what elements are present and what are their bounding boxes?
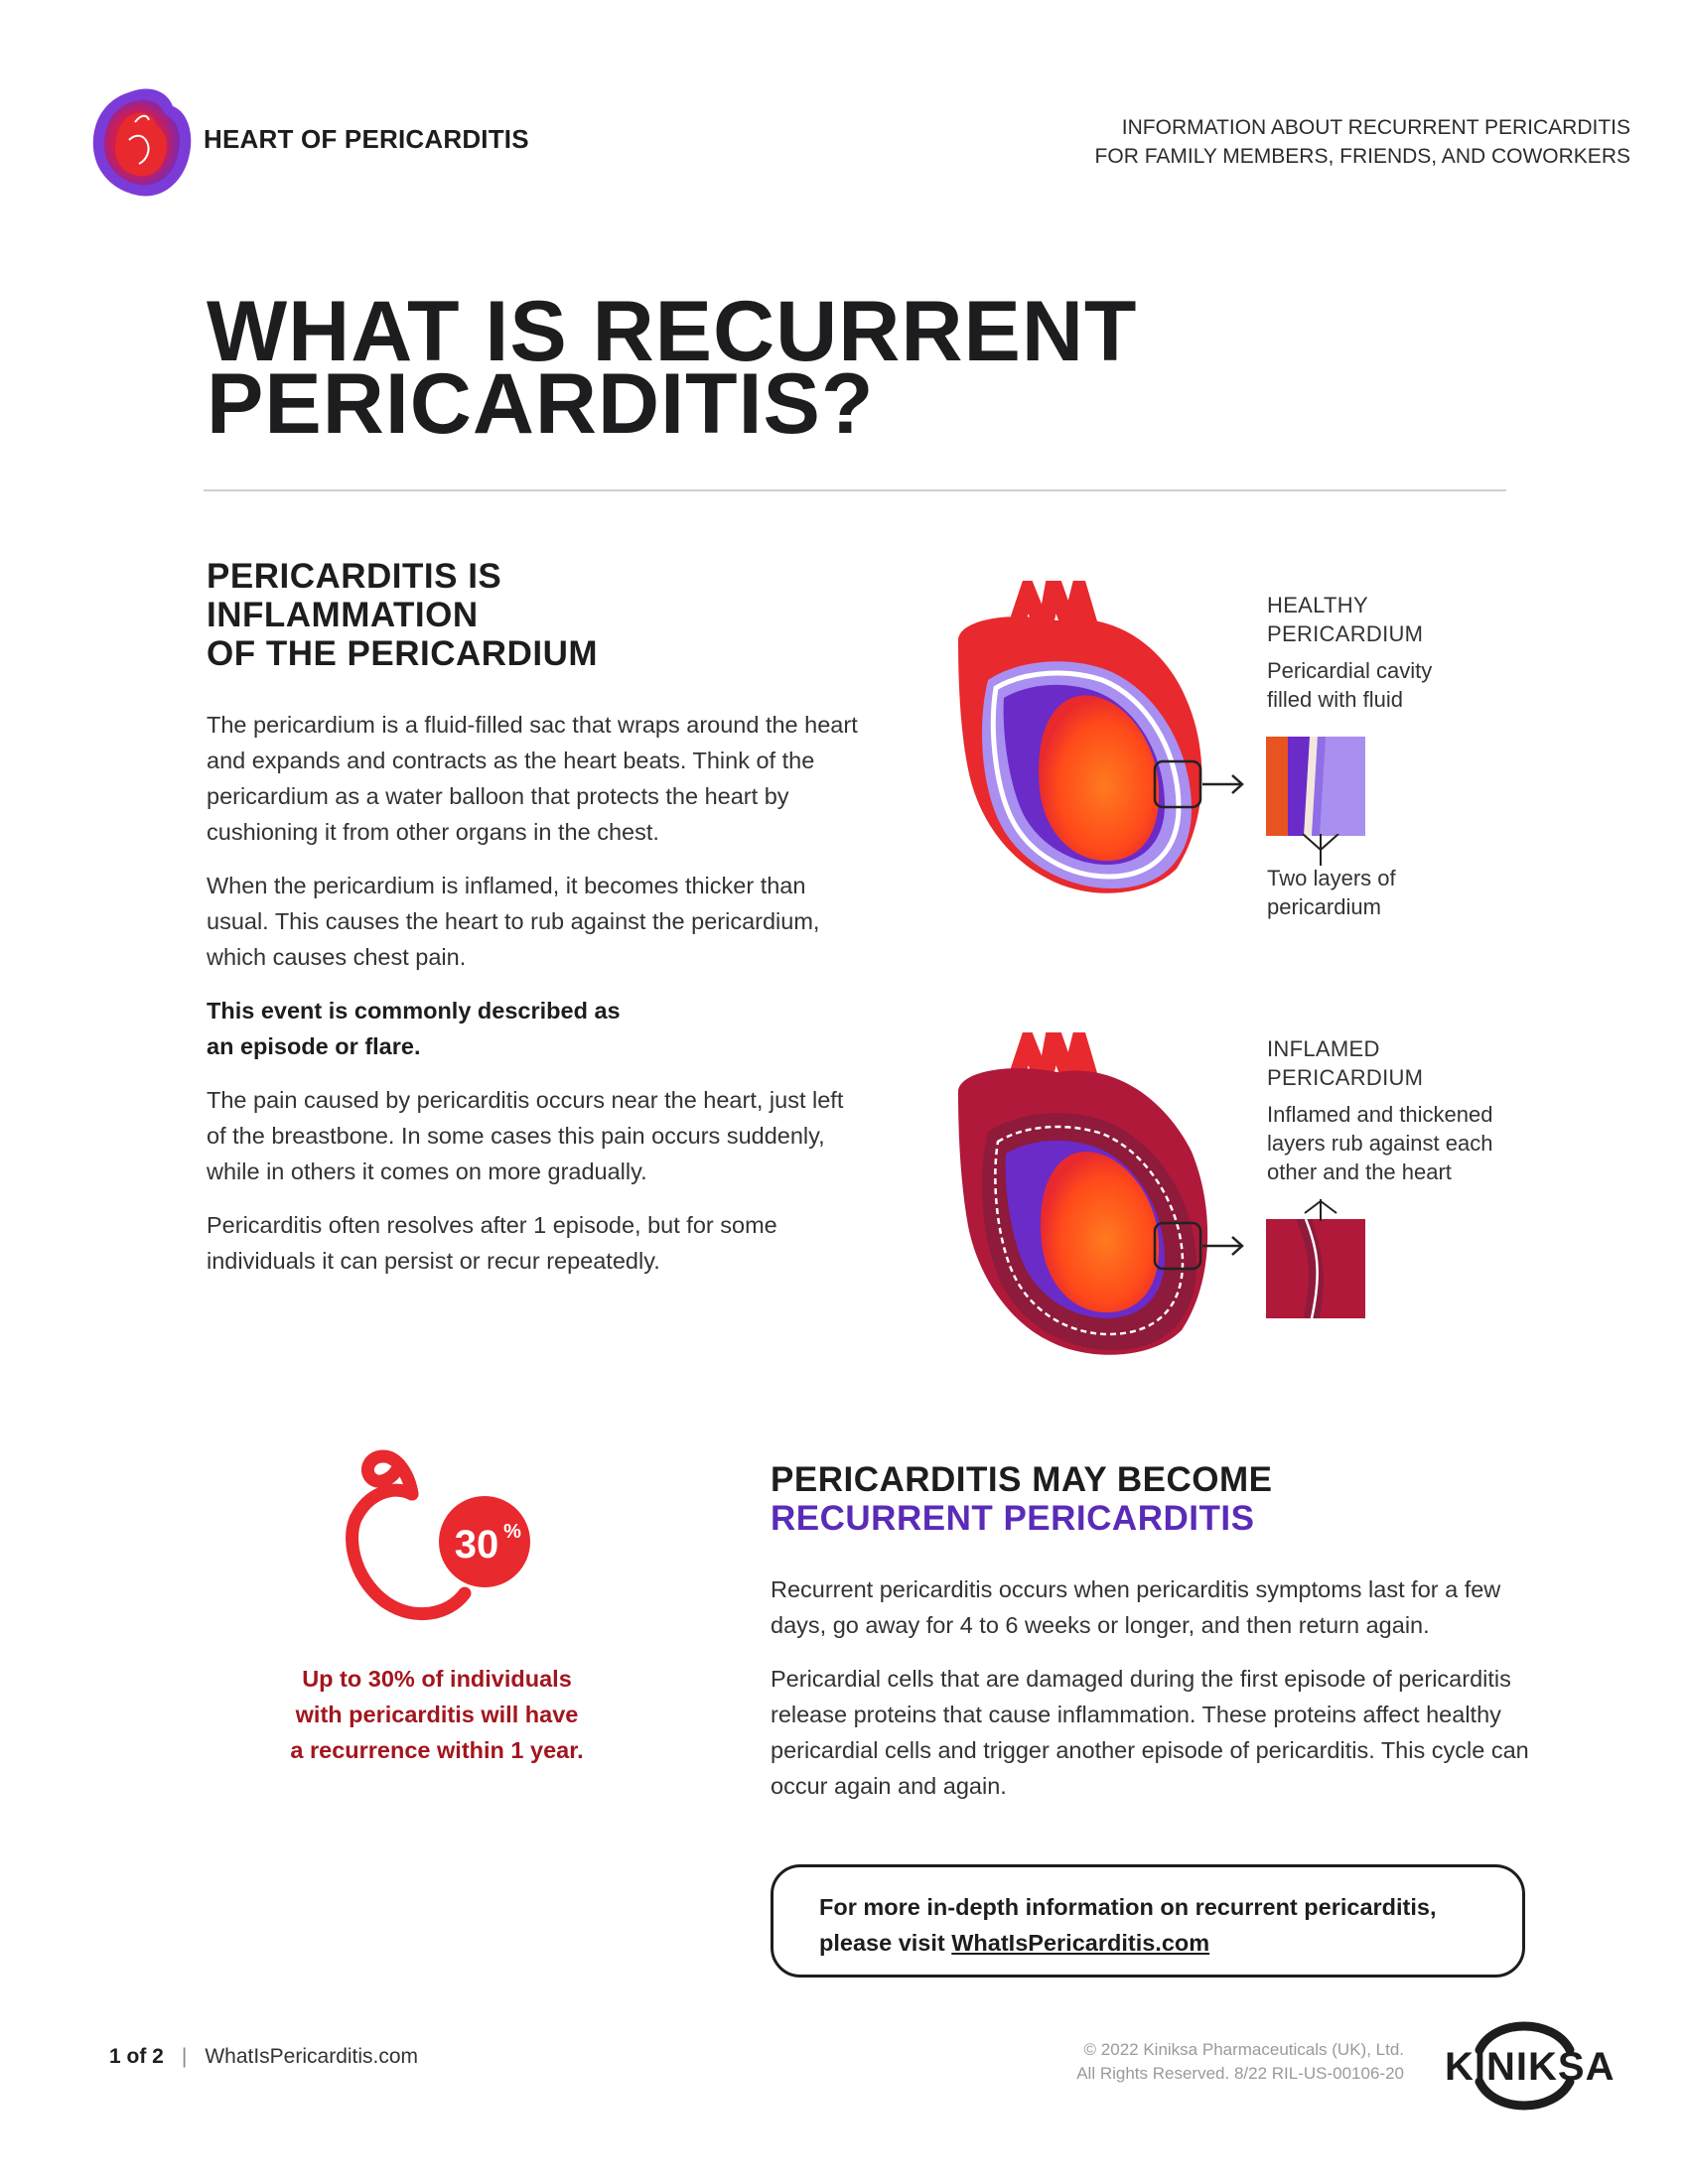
title-divider [204,489,1506,491]
section1-body [207,707,862,1297]
page-title-line-2: PERICARDITIS? [207,356,875,452]
section1-paragraph: The pericardium is a fluid-filled sac that wraps around the heart and expands and contracts as the heart beats. Think of the pericardium as a water balloon that protects the heart by cushioning it from other organs in the chest. [207,712,858,845]
section1-heading-line-2: INFLAMMATION [207,596,479,634]
inflamed-pericardium-label [1267,1034,1493,1186]
header-tagline [1095,113,1630,171]
section2-paragraph: Pericardial cells that are damaged during the first episode of pericarditis release proteins that cause inflammation. These proteins affect healthy pericardial cells and trigger another episode of pericarditis. This cycle can occur again and again. [771,1666,1529,1799]
tagline-line-2: FOR FAMILY MEMBERS, FRIENDS, AND COWORKERS [1094,145,1630,168]
footer-separator: | [181,2045,188,2068]
heart-logo-icon [89,84,195,204]
healthy-note-line-1: Two layers of [1267,866,1396,890]
healthy-note-line-2: pericardium [1267,894,1381,919]
copyright-line-1: © 2022 Kiniksa Pharmaceuticals (UK), Ltd. [1083,2040,1404,2059]
tagline-line-1: INFORMATION ABOUT RECURRENT PERICARDITIS [1121,116,1630,139]
inflamed-title-line-2: PERICARDIUM [1267,1065,1424,1090]
section2-body [771,1571,1555,1822]
brand-name: HEART OF PERICARDITIS [204,124,529,154]
pointer-line-icon [1301,1199,1340,1221]
stat-text-line-1: Up to 30% of individuals [302,1666,572,1692]
inflamed-desc-line-1: Inflamed and thickened [1267,1102,1493,1127]
stat-description [268,1661,606,1768]
cta-line-2 [819,1925,1477,1961]
section1-paragraph: Pericarditis often resolves after 1 episode, but for some individuals it can persist or recur repeatedly. [207,1212,777,1274]
stat-text-line-3: a recurrence within 1 year. [290,1737,584,1763]
section1-emphasis: This event is commonly described as an episode or flare. [207,998,621,1059]
healthy-pericardium-closeup [1266,737,1365,836]
pointer-line-icon [1301,834,1340,868]
stat-text-line-2: with pericarditis will have [295,1702,579,1727]
healthy-heart-illustration [948,581,1246,903]
cta-prefix: please visit [819,1930,952,1956]
recurrence-stat-graphic [338,1434,536,1623]
healthy-desc-line-2: filled with fluid [1267,687,1403,712]
page-title-line-1: WHAT IS RECURRENT [207,284,1138,379]
inflamed-desc-line-3: other and the heart [1267,1160,1452,1184]
section2-heading-line-1: PERICARDITIS MAY BECOME [771,1460,1273,1499]
page-title [207,284,1138,452]
inflamed-title-line-1: INFLAMED [1267,1036,1380,1061]
healthy-title-line-1: HEALTHY [1267,593,1368,617]
more-info-callout [771,1864,1525,1978]
stat-value: 30 [454,1523,499,1567]
inflamed-desc-line-2: layers rub against each [1267,1131,1493,1156]
inflamed-heart-illustration [948,1032,1246,1365]
section2-paragraph: Recurrent pericarditis occurs when pericarditis symptoms last for a few days, go away for 4 to 6 weeks or longer, and then return again. [771,1576,1501,1638]
copyright-notice [1076,2038,1404,2086]
website-link[interactable]: WhatIsPericarditis.com [951,1930,1210,1956]
two-layers-label [1267,864,1396,921]
healthy-desc-line-1: Pericardial cavity [1267,658,1433,683]
section1-heading-line-1: PERICARDITIS IS [207,557,502,596]
section1-heading-line-3: OF THE PERICARDIUM [207,634,598,673]
healthy-pericardium-label [1267,591,1432,714]
section-heading-inflammation [207,557,598,673]
inflamed-pericardium-closeup [1266,1219,1365,1318]
company-logo: KINIKSA [1445,2045,1616,2089]
section1-paragraph: The pain caused by pericarditis occurs near the heart, just left of the breastbone. In some cases this pain occurs suddenly, while in others it comes on more gradually. [207,1087,844,1184]
section1-paragraph: When the pericardium is inflamed, it becomes thicker than usual. This causes the heart to rub against the pericardium, which causes chest pain. [207,873,820,970]
healthy-title-line-2: PERICARDIUM [1267,621,1424,646]
section2-heading-line-2: RECURRENT PERICARDITIS [771,1499,1255,1538]
footer-page-info [109,2045,418,2069]
section-heading-recurrent [771,1460,1272,1538]
page-number: 1 of 2 [109,2045,164,2068]
footer-site: WhatIsPericarditis.com [205,2045,419,2068]
cta-line-1: For more in-depth information on recurrent pericarditis, [819,1894,1437,1920]
copyright-line-2: All Rights Reserved. 8/22 RIL-US-00106-20 [1076,2064,1404,2083]
stat-unit: % [503,1521,521,1543]
